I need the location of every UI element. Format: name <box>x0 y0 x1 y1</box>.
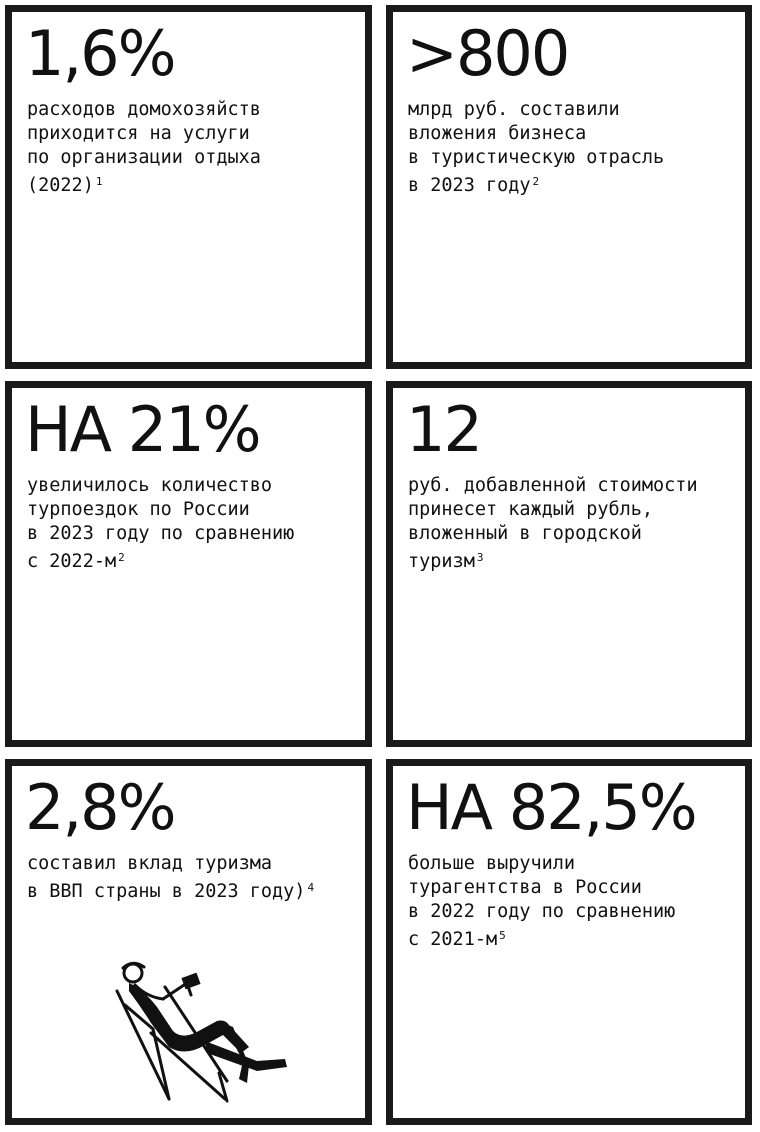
stat-line: с 2021-м <box>408 929 498 950</box>
footnote-marker: 4 <box>307 881 315 894</box>
stat-line: в 2023 году <box>408 175 531 196</box>
stat-value: >800 <box>406 17 569 90</box>
stat-line: в туристическую отрасль <box>408 147 665 168</box>
footnote-marker: 2 <box>118 551 125 564</box>
footnote-marker: 5 <box>499 929 506 942</box>
stat-line: расходов домохозяйств <box>27 99 261 120</box>
stat-line: (2022) <box>27 175 94 196</box>
stat-description <box>27 474 294 574</box>
stat-card-domestic-trips <box>5 381 372 747</box>
stat-card-gdp-contribution <box>5 759 372 1125</box>
stat-card-value-added <box>386 381 752 747</box>
stat-line: млрд руб. составили <box>408 99 620 120</box>
stat-line: турагентства в России <box>408 877 642 898</box>
stat-description <box>27 852 314 904</box>
stat-line: руб. добавленной стоимости <box>408 475 698 496</box>
stat-value: 2,8% <box>25 771 175 844</box>
stat-value: 1,6% <box>25 17 175 90</box>
stat-card-travel-agency-revenue <box>386 759 752 1125</box>
stat-line: в 2022 году по сравнению <box>408 901 676 922</box>
stat-line: вложения бизнеса <box>408 123 587 144</box>
stat-line: по организации отдыха <box>27 147 261 168</box>
deckchair-person-illustration <box>107 961 297 1111</box>
stat-line: приходится на услуги <box>27 123 250 144</box>
stat-value: НА 82,5% <box>406 771 696 844</box>
footnote-marker: 2 <box>532 175 540 188</box>
stat-line: с 2022-м <box>27 551 117 572</box>
stat-description <box>408 474 698 574</box>
stat-line: турпоездок по России <box>27 499 250 520</box>
footnote-marker: 3 <box>476 551 484 564</box>
stat-card-household-spending <box>5 5 372 369</box>
stat-line: принесет каждый рубль, <box>408 499 654 520</box>
stat-line: в ВВП страны в 2023 году) <box>27 881 306 902</box>
stat-value: НА 21% <box>25 393 260 466</box>
stat-line: увеличилось количество <box>27 475 273 496</box>
stat-line: в 2023 году по сравнению <box>27 523 295 544</box>
stat-line: туризм <box>408 551 475 572</box>
stat-card-business-investment <box>386 5 752 369</box>
stat-value: 12 <box>406 393 481 466</box>
footnote-marker: 1 <box>95 175 103 188</box>
stat-description <box>27 98 261 198</box>
stat-line: вложенный в городской <box>408 523 642 544</box>
stat-description <box>408 852 675 952</box>
stat-line: составил вклад туризма <box>27 853 273 874</box>
stat-line: больше выручили <box>408 853 576 874</box>
stat-description <box>408 98 664 198</box>
